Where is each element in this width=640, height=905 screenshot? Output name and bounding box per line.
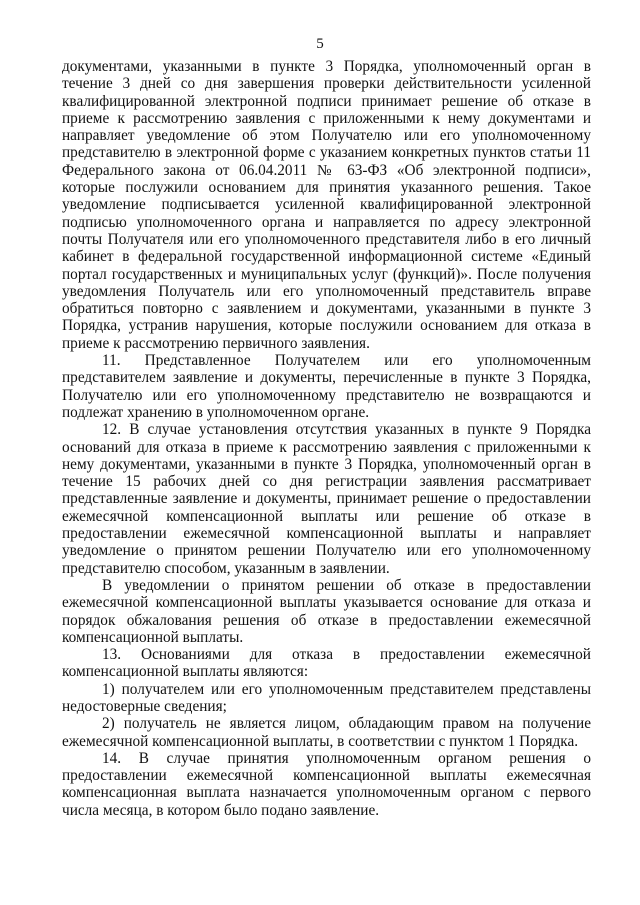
paragraph-subitem-2: 2) получатель не является лицом, обладающим правом на получение ежемесячной компенсационной выплаты, в соответствии с пунктом 1 Порядка.: [62, 715, 591, 750]
paragraph-continuation: документами, указанными в пункте 3 Порядка, уполномоченный орган в течение 3 дней со дня завершения проверки действительности усиленной квалифицированной электронной подписи принимает решение об отказе в приеме к рассмотрению заявления с приложенными к нему документами и направляет уведомление об этом Получателю или его уполномоченному представителю в электронной форме с указанием конкретных пунктов статьи 11 Федерального закона от 06.04.2011 № 63-ФЗ «Об электронной подписи», которые послужили основанием для принятия указанного решения. Такое уведомление подписывается усиленной квалифицированной электронной подписью уполномоченного органа и направляется по адресу электронной почты Получателя или его уполномоченного представителя либо в его личный кабинет в федеральной государственной информационной системе «Единый портал государственных и муниципальных услуг (функций)». После получения уведомления Получатель или его уполномоченный представитель вправе обратиться повторно с заявлением и документами, указанными в пункте 3 Порядка, устранив нарушения, которые послужили основанием для отказа в приеме к рассмотрению первичного заявления.: [62, 58, 591, 352]
paragraph-item-13: 13. Основаниями для отказа в предоставлении ежемесячной компенсационной выплаты являются:: [62, 646, 591, 681]
document-body: [62, 58, 591, 819]
paragraph-subitem-1: 1) получателем или его уполномоченным представителем представлены недостоверные сведения;: [62, 680, 591, 715]
paragraph-item-12: 12. В случае установления отсутствия указанных в пункте 9 Порядка оснований для отказа в приеме к рассмотрению заявления с приложенными к нему документами, указанными в пункте 3 Порядка, уполномоченный орган в течение 15 рабочих дней со дня регистрации заявления рассматривает представленные заявление и документы, принимает решение о предоставлении ежемесячной компенсационной выплаты или решение об отказе в предоставлении ежемесячной компенсационной выплаты и направляет уведомление о принятом решении Получателю или его уполномоченному представителю способом, указанным в заявлении.: [62, 421, 591, 577]
paragraph-refusal-notice: В уведомлении о принятом решении об отказе в предоставлении ежемесячной компенсационной выплаты указывается основание для отказа и порядок обжалования решения об отказе в предоставлении ежемесячной компенсационной выплаты.: [62, 576, 591, 646]
paragraph-item-14: 14. В случае принятия уполномоченным органом решения о предоставлении ежемесячной компенсационной выплаты ежемесячная компенсационная выплата назначается уполномоченным органом с первого числа месяца, в котором было подано заявление.: [62, 749, 591, 819]
paragraph-item-11: 11. Представленное Получателем или его уполномоченным представителем заявление и документы, перечисленные в пункте 3 Порядка, Получателю или его уполномоченному представителю не возвращаются и подлежат хранению в уполномоченном органе.: [62, 352, 591, 421]
page-number: 5: [316, 36, 324, 52]
